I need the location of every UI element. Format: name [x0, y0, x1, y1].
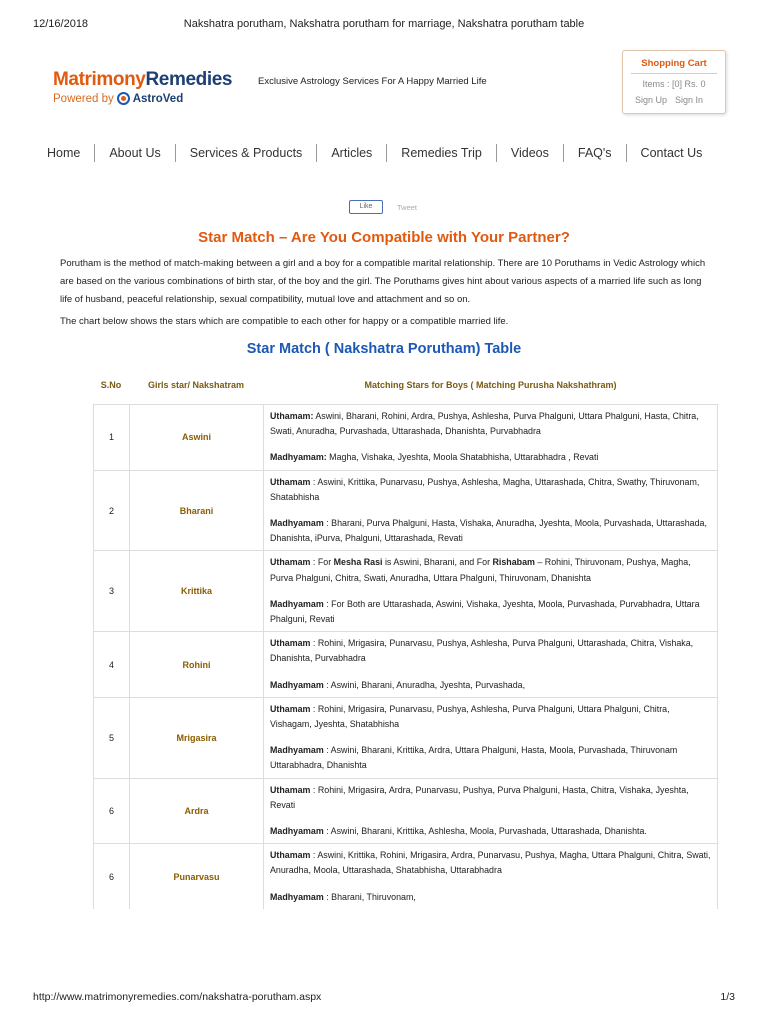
- header-sno: S.No: [100, 380, 122, 390]
- print-date: 12/16/2018: [33, 18, 89, 30]
- uthamam-stars: : Rohini, Mrigasira, Ardra, Punarvasu, Pushya, Purva Phalguni, Hasta, Chitra, Vishaka, Jyeshta, Revati: [270, 784, 689, 810]
- madhyamam-text: [270, 450, 711, 465]
- partner-name: AstroVed: [132, 92, 184, 105]
- uthamam-stars: : Rohini, Mrigasira, Punarvasu, Pushya, Ashlesha, Purva Phalguni, Uttara Phalguni, Chitra, Vishagam, Jyeshta, Shatabhisha: [270, 703, 670, 730]
- row-girl-star: Krittika: [130, 551, 264, 631]
- uthamam-mid: is Aswini, Bharani, and For: [382, 557, 493, 568]
- row-sno: 2: [94, 471, 130, 551]
- row-sno: 6: [94, 779, 130, 844]
- uthamam-stars: : Aswini, Krittika, Rohini, Mrigasira, Ardra, Punarvasu, Pushya, Magha, Uttara Phalguni, Chitra, Swati, Anuradha, Moola, Uttarashada, Shatabhisha, Uttarabhadra: [270, 850, 711, 876]
- row-sno: 5: [94, 698, 130, 778]
- madhyamam-label: Madhyamam: [270, 679, 324, 690]
- intro-paragraph-chart: The chart below shows the stars which are compatible to each other for happy or a compatible married life.: [60, 316, 509, 327]
- row-matching-stars: [264, 471, 717, 551]
- row-sno: 3: [94, 551, 130, 631]
- row-girl-star: Mrigasira: [130, 698, 264, 778]
- madhyamam-label: Madhyamam: [270, 891, 324, 902]
- rishabam-label: Rishabam: [492, 557, 535, 568]
- nav-services-products[interactable]: Services & Products: [189, 146, 303, 160]
- cart-items-summary: Items : [0] Rs. 0: [642, 79, 706, 89]
- cart-account-links: [623, 95, 725, 105]
- uthamam-text: [270, 409, 711, 439]
- nav-home[interactable]: Home: [47, 146, 81, 160]
- table-row: [94, 631, 717, 697]
- madhyamam-text: [270, 597, 711, 627]
- uthamam-text: [270, 848, 711, 878]
- main-nav: [40, 143, 716, 163]
- row-matching-stars: [264, 779, 717, 844]
- sign-up-link[interactable]: Sign Up: [635, 95, 668, 105]
- intro-paragraph: Porutham is the method of match-making between a girl and a boy for a compatible marital relationship. There are 10 Poruthams in Vedic Astrology which are based on the various combinations of birth star, of the boy and the girl. The Poruthams gives hint about various aspects of a married life such as long life of husband, peaceful relationship, sexual compatibility, mutual love and attachment and so on.: [60, 258, 706, 305]
- table-row: [94, 843, 717, 909]
- print-title: Nakshatra porutham, Nakshatra porutham for marriage, Nakshatra porutham table: [183, 18, 585, 30]
- nav-about-us[interactable]: About Us: [109, 146, 161, 160]
- row-girl-star: Ardra: [130, 779, 264, 844]
- astroved-logo-icon: [117, 92, 130, 105]
- uthamam-stars: : Aswini, Krittika, Punarvasu, Pushya, Ashlesha, Magha, Uttarashada, Chitra, Swathy, Thiruvonam, Shatabhisha: [270, 476, 700, 502]
- logo-wordmark: [53, 70, 232, 90]
- madhyamam-label: Madhyamam: [270, 518, 324, 529]
- star-match-table: [93, 404, 718, 909]
- print-page-number: 1/3: [720, 991, 735, 1003]
- uthamam-text: [270, 783, 711, 813]
- row-girl-star: Rohini: [130, 632, 264, 697]
- page-title: Star Match – Are You Compatible with Your Partner?: [198, 229, 570, 246]
- madhyamam-stars: : Aswini, Bharani, Krittika, Ardra, Uttara Phalguni, Hasta, Moola, Purvashada, Thiruvonam Uttarabhadra, Dhanishta: [270, 745, 678, 771]
- sign-in-link[interactable]: Sign In: [675, 95, 704, 105]
- row-sno: 1: [94, 405, 130, 470]
- madhyamam-text: [270, 824, 711, 839]
- table-row: [94, 470, 717, 551]
- row-girl-star: Aswini: [130, 405, 264, 470]
- uthamam-label: Uthamam: [270, 850, 311, 861]
- uthamam-text: [270, 702, 711, 732]
- madhyamam-label: Madhyamam: [270, 598, 324, 609]
- table-row: [94, 778, 717, 844]
- header-matching-stars: Matching Stars for Boys ( Matching Purusha Nakshathram): [364, 380, 617, 390]
- site-logo[interactable]: [53, 70, 232, 105]
- row-matching-stars: [264, 405, 717, 470]
- uthamam-text: [270, 475, 711, 505]
- uthamam-label: Uthamam: [270, 784, 311, 795]
- madhyamam-text: [270, 743, 711, 773]
- shopping-cart-widget: [622, 50, 726, 114]
- print-url: http://www.matrimonyremedies.com/nakshatra-porutham.aspx: [33, 991, 322, 1003]
- nav-contact-us[interactable]: Contact Us: [640, 146, 703, 160]
- madhyamam-stars: : Bharani, Thiruvonam,: [323, 891, 416, 902]
- nav-faqs[interactable]: FAQ's: [577, 146, 612, 160]
- uthamam-stars: Aswini, Bharani, Rohini, Ardra, Pushya, Ashlesha, Purva Phalguni, Uttara Phalguni, Hasta, Chitra, Swati, Anuradha, Purvashada, Uttarashada, Dhanishta, Purvabhadra: [270, 411, 699, 437]
- row-sno: 4: [94, 632, 130, 697]
- table-row: [94, 550, 717, 631]
- table-title: Star Match ( Nakshatra Porutham) Table: [246, 341, 522, 357]
- madhyamam-stars: : Aswini, Bharani, Anuradha, Jyeshta, Purvashada,: [323, 679, 526, 690]
- madhyamam-text: [270, 678, 711, 693]
- uthamam-text: [270, 636, 711, 666]
- social-share-bar: [349, 200, 417, 214]
- madhyamam-text: [270, 890, 711, 905]
- logo-powered-by: [53, 92, 232, 105]
- uthamam-stars: : Rohini, Mrigasira, Punarvasu, Pushya, Ashlesha, Purva Phalguni, Uttarashada, Chitra, Vishaka, Dhanishta, Purvabhadra: [270, 638, 694, 664]
- tweet-button[interactable]: Tweet: [397, 202, 418, 212]
- logo-brand-part1: Matrimony: [53, 69, 146, 90]
- cart-title[interactable]: Shopping Cart: [641, 58, 707, 69]
- header-girl-star: Girls star/ Nakshatram: [147, 380, 245, 390]
- row-girl-star: Bharani: [130, 471, 264, 551]
- uthamam-post: – Rohini, Thiruvonam, Pushya, Magha, Purva Phalguni, Chitra, Swati, Anuradha, Uttara Phalguni, Thiruvonam, Dhanishta: [270, 557, 691, 583]
- madhyamam-label: Madhyamam:: [270, 452, 327, 463]
- logo-brand-part2: Remedies: [145, 69, 233, 90]
- madhyamam-label: Madhyamam: [270, 826, 324, 837]
- uthamam-text: [270, 555, 711, 585]
- uthamam-label: Uthamam: [270, 476, 311, 487]
- uthamam-pre: : For: [310, 557, 334, 568]
- mesha-rasi-label: Mesha Rasi: [333, 557, 383, 568]
- row-matching-stars: [264, 551, 717, 631]
- site-tagline: Exclusive Astrology Services For A Happy Married Life: [258, 76, 487, 87]
- row-matching-stars: [264, 698, 717, 778]
- madhyamam-text: [270, 516, 711, 546]
- facebook-like-button[interactable]: Like: [349, 200, 383, 214]
- madhyamam-stars: Magha, Vishaka, Jyeshta, Moola Shatabhisha, Uttarabhadra , Revati: [326, 452, 599, 463]
- madhyamam-stars: : Bharani, Purva Phalguni, Hasta, Vishaka, Anuradha, Jyeshta, Moola, Purvashada, Uttarashada, Dhanishta, iPurva, Phalguni, Uttarashada, Revati: [270, 518, 707, 544]
- nav-articles[interactable]: Articles: [331, 146, 373, 160]
- nav-remedies-trip[interactable]: Remedies Trip: [401, 146, 482, 160]
- madhyamam-label: Madhyamam: [270, 745, 324, 756]
- cart-divider: [631, 73, 717, 74]
- table-row: [94, 697, 717, 778]
- uthamam-label: Uthamam: [270, 703, 311, 714]
- row-matching-stars: [264, 632, 717, 697]
- uthamam-label: Uthamam: [270, 638, 311, 649]
- nav-videos[interactable]: Videos: [510, 146, 549, 160]
- uthamam-label: Uthamam:: [270, 411, 314, 421]
- row-sno: 6: [94, 844, 130, 909]
- powered-by-text: Powered by: [53, 92, 114, 105]
- uthamam-label: Uthamam: [270, 557, 311, 568]
- row-girl-star: Punarvasu: [130, 844, 264, 909]
- table-row: [94, 404, 717, 470]
- madhyamam-stars: : For Both are Uttarashada, Aswini, Vishaka, Jyeshta, Moola, Purvashada, Purvabhadra, Uttara Phalguni, Revati: [270, 598, 700, 625]
- row-matching-stars: [264, 844, 717, 909]
- madhyamam-stars: : Aswini, Bharani, Krittika, Ashlesha, Moola, Purvashada, Uttarashada, Dhanishta.: [323, 826, 647, 837]
